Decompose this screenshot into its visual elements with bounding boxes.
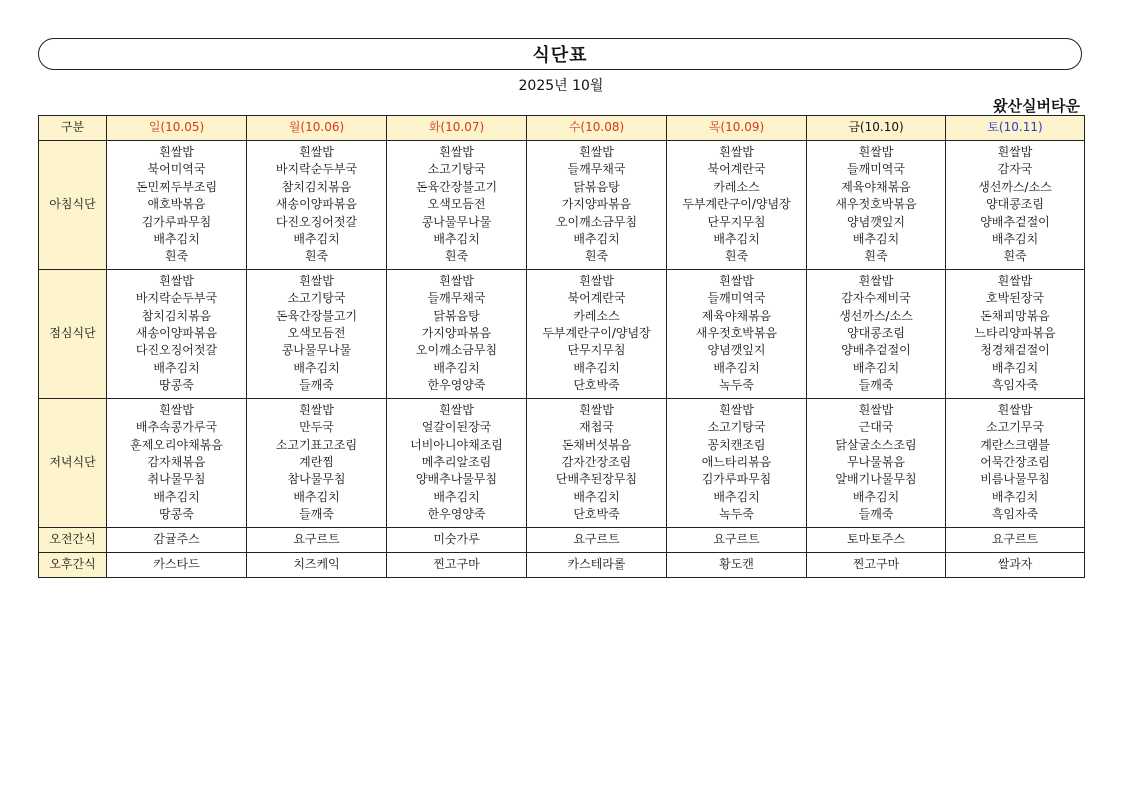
page-subtitle: 2025년 10월 — [518, 78, 604, 94]
meal-cell — [107, 398, 247, 527]
dish-item: 들깨무채국 — [427, 291, 486, 306]
dish-item: 단호박죽 — [573, 378, 620, 393]
dish-item: 배추김치 — [852, 232, 900, 247]
dish-item: 참나물무침 — [287, 472, 346, 487]
dish-item: 취나물무침 — [147, 472, 206, 487]
dish-item: 들깨죽 — [299, 507, 334, 522]
dish-item: 닭살굴소스조림 — [835, 437, 917, 452]
dish-item: 양념깻잎지 — [707, 343, 766, 358]
dish-item: 양념깻잎지 — [847, 214, 905, 229]
meal-cell — [247, 398, 387, 527]
snack-cell: 감귤주스 — [107, 527, 247, 552]
dish-item: 카레소스 — [713, 179, 760, 194]
dish-item: 양대콩조림 — [847, 326, 905, 341]
dish-item: 가지양파볶음 — [421, 326, 492, 341]
meal-cell — [527, 269, 667, 398]
dish-item: 들깨죽 — [858, 378, 894, 393]
dish-item: 배추김치 — [433, 360, 480, 375]
dish-item: 흰쌀밥 — [858, 273, 894, 288]
dish-item: 소고기탕국 — [427, 162, 486, 177]
dish-item: 배추김치 — [573, 489, 620, 504]
dish-item: 단무지무침 — [707, 214, 766, 229]
dish-item: 들깨죽 — [299, 378, 334, 393]
dish-item: 흰쌀밥 — [299, 273, 334, 288]
dish-item: 두부계란구이/양념장 — [682, 197, 791, 212]
dish-item: 소고기탕국 — [287, 291, 346, 306]
dish-item: 비름나물무침 — [980, 472, 1050, 487]
dish-item: 돈채버섯볶음 — [561, 437, 632, 452]
snack-cell: 요구르트 — [527, 527, 667, 552]
dish-item: 감자수제비국 — [841, 291, 911, 306]
dish-item: 돈채피망볶음 — [980, 308, 1050, 323]
snack-row — [39, 527, 1085, 552]
dish-item: 꽁치캔조림 — [707, 437, 766, 452]
dish-item: 계란스크램블 — [980, 437, 1050, 452]
day-header-fri: 금(10.10) — [807, 116, 946, 141]
dish-item: 흰쌀밥 — [159, 273, 194, 288]
meal-cell — [247, 141, 387, 270]
dish-item: 콩나물무나물 — [421, 214, 492, 229]
dish-item: 오색모듬전 — [287, 326, 346, 341]
day-header-wed: 수(10.08) — [527, 116, 667, 141]
dish-item: 흰쌀밥 — [719, 402, 754, 417]
dish-item: 배추김치 — [713, 232, 760, 247]
snack-cell: 찐고구마 — [387, 552, 527, 577]
header-label: 구분 — [39, 116, 107, 141]
dish-item: 단호박죽 — [573, 507, 620, 522]
dish-item: 감자채볶음 — [147, 454, 206, 469]
dish-item: 흰죽 — [444, 249, 469, 264]
dish-item: 흰쌀밥 — [439, 273, 474, 288]
dish-item: 만두국 — [299, 420, 334, 435]
meal-cell — [387, 141, 527, 270]
dish-item: 흰쌀밥 — [858, 145, 894, 159]
snack-cell: 요구르트 — [667, 527, 807, 552]
snack-cell: 쌀과자 — [946, 552, 1085, 577]
dish-item: 애호박볶음 — [147, 197, 206, 212]
dish-item: 양대콩조림 — [986, 197, 1044, 212]
snack-row-label: 오후간식 — [39, 552, 107, 577]
dish-item: 너비아니야채조림 — [410, 437, 503, 452]
dish-item: 들깨죽 — [858, 507, 894, 522]
dish-item: 돈육간장불고기 — [415, 179, 498, 194]
snack-cell: 황도캔 — [667, 552, 807, 577]
dish-item: 양배추겉절이 — [841, 343, 911, 358]
dish-item: 양배추나물무침 — [415, 472, 498, 487]
snack-row-label: 오전간식 — [39, 527, 107, 552]
dish-item: 배추김치 — [713, 360, 760, 375]
dish-item: 흰쌀밥 — [439, 402, 474, 417]
dish-item: 소고기표고조림 — [275, 437, 358, 452]
dish-item: 흰쌀밥 — [997, 273, 1033, 288]
dish-item: 흑임자죽 — [991, 378, 1039, 393]
dish-item: 북어미역국 — [147, 162, 206, 177]
dish-item: 흰죽 — [864, 249, 888, 264]
dish-item: 생선까스/소스 — [839, 308, 913, 323]
dish-item: 배추김치 — [852, 489, 900, 504]
meal-cell — [946, 269, 1085, 398]
dish-item: 감자국 — [997, 162, 1033, 177]
dish-item: 녹두죽 — [719, 378, 754, 393]
dish-item: 배추김치 — [153, 489, 200, 504]
dish-item: 다진오징어젓갈 — [275, 214, 358, 229]
dish-item: 배추김치 — [573, 232, 620, 247]
dish-item: 두부계란구이/양념장 — [542, 326, 651, 341]
snack-cell: 찐고구마 — [807, 552, 946, 577]
dish-item: 배추속콩가루국 — [135, 420, 218, 435]
dish-item: 땅콩죽 — [159, 378, 194, 393]
snack-cell: 요구르트 — [946, 527, 1085, 552]
day-header-tue: 화(10.07) — [387, 116, 527, 141]
dish-item: 양배추겉절이 — [980, 214, 1050, 229]
header-row — [39, 116, 1085, 141]
dish-item: 흰쌀밥 — [299, 402, 334, 417]
meal-row — [39, 269, 1085, 398]
title-box — [38, 38, 1082, 70]
facility-name: 왔산실버타운 — [993, 97, 1080, 115]
dish-item: 단배추된장무침 — [555, 472, 638, 487]
dish-item: 생선까스/소스 — [978, 179, 1052, 194]
dish-item: 배추김치 — [991, 360, 1039, 375]
dish-item: 근대국 — [858, 420, 894, 435]
dish-item: 배추김치 — [573, 360, 620, 375]
dish-item: 흰죽 — [304, 249, 329, 264]
meal-cell — [667, 398, 807, 527]
meal-cell — [527, 141, 667, 270]
dish-item: 들깨무채국 — [567, 162, 626, 177]
dish-item: 감자간장조림 — [561, 454, 632, 469]
dish-item: 흰쌀밥 — [439, 145, 474, 159]
day-header-sat: 토(10.11) — [946, 116, 1085, 141]
snack-cell: 치즈케익 — [247, 552, 387, 577]
dish-item: 느타리양파볶음 — [974, 326, 1056, 341]
dish-item: 배추김치 — [991, 232, 1039, 247]
dish-item: 흰쌀밥 — [299, 145, 334, 159]
dish-item: 흰죽 — [164, 249, 189, 264]
dish-item: 알배기나물무침 — [835, 472, 917, 487]
dish-item: 카레소스 — [573, 308, 620, 323]
dish-item: 훈제오리야채볶음 — [130, 437, 223, 452]
dish-item: 흰쌀밥 — [997, 145, 1033, 159]
dish-item: 흰쌀밥 — [719, 145, 754, 159]
dish-item: 새송이양파볶음 — [275, 197, 358, 212]
day-header-sun: 일(10.05) — [107, 116, 247, 141]
snack-cell: 카스테라롤 — [527, 552, 667, 577]
dish-item: 흰쌀밥 — [579, 145, 614, 159]
dish-item: 오색모듬전 — [427, 197, 486, 212]
meal-cell — [667, 141, 807, 270]
dish-item: 땅콩죽 — [159, 507, 194, 522]
dish-item: 흰쌀밥 — [719, 273, 754, 288]
meal-cell — [107, 269, 247, 398]
dish-item: 흰쌀밥 — [159, 402, 194, 417]
dish-item: 들깨미역국 — [847, 162, 905, 177]
dish-item: 흰죽 — [1003, 249, 1027, 264]
dish-item: 흰쌀밥 — [579, 402, 614, 417]
dish-item: 한우영양죽 — [427, 378, 486, 393]
day-header-mon: 월(10.06) — [247, 116, 387, 141]
dish-item: 바지락순두부국 — [275, 162, 358, 177]
dish-item: 소고기무국 — [986, 420, 1044, 435]
dish-item: 제육야채볶음 — [841, 179, 911, 194]
meal-row-label: 점심식단 — [39, 269, 107, 398]
dish-item: 얼갈이된장국 — [421, 420, 492, 435]
dish-item: 다진오징어젓갈 — [135, 343, 218, 358]
dish-item: 제육야채볶음 — [701, 308, 772, 323]
dish-item: 흰죽 — [724, 249, 749, 264]
dish-item: 배추김치 — [293, 360, 340, 375]
dish-item: 북어계란국 — [567, 291, 626, 306]
meal-cell — [946, 141, 1085, 270]
dish-item: 오이깨소금무침 — [415, 343, 498, 358]
page-title: 식단표 — [532, 45, 588, 66]
meal-cell — [807, 398, 946, 527]
dish-item: 오이깨소금무침 — [555, 214, 638, 229]
meal-cell — [527, 398, 667, 527]
snack-cell: 카스타드 — [107, 552, 247, 577]
dish-item: 새우젓호박볶음 — [835, 197, 917, 212]
dish-item: 배추김치 — [153, 360, 200, 375]
dish-item: 배추김치 — [433, 232, 480, 247]
dish-item: 닭볶음탕 — [433, 308, 480, 323]
meal-cell — [107, 141, 247, 270]
dish-item: 배추김치 — [433, 489, 480, 504]
dish-item: 흰쌀밥 — [159, 145, 194, 159]
dish-item: 호박된장국 — [986, 291, 1044, 306]
snack-cell: 요구르트 — [247, 527, 387, 552]
dish-item: 새우젓호박볶음 — [695, 326, 778, 341]
dish-item: 배추김치 — [991, 489, 1039, 504]
snack-row — [39, 552, 1085, 577]
dish-item: 배추김치 — [713, 489, 760, 504]
dish-item: 바지락순두부국 — [135, 291, 218, 306]
dish-item: 들깨미역국 — [707, 291, 766, 306]
meal-row — [39, 141, 1085, 270]
dish-item: 녹두죽 — [719, 507, 754, 522]
dish-item: 김가루파무침 — [701, 472, 772, 487]
dish-item: 흰쌀밥 — [579, 273, 614, 288]
dish-item: 돈육간장불고기 — [275, 308, 358, 323]
meal-row — [39, 398, 1085, 527]
dish-item: 돈민찌두부조림 — [135, 179, 218, 194]
snack-cell: 미숫가루 — [387, 527, 527, 552]
dish-item: 소고기탕국 — [707, 420, 766, 435]
day-header-thu: 목(10.09) — [667, 116, 807, 141]
meal-cell — [387, 398, 527, 527]
menu-table — [38, 115, 1085, 578]
dish-item: 청경채겉절이 — [980, 343, 1050, 358]
dish-item: 무나물볶음 — [847, 454, 905, 469]
dish-item: 한우영양죽 — [427, 507, 486, 522]
dish-item: 새송이양파볶음 — [135, 326, 218, 341]
dish-item: 흰쌀밥 — [858, 402, 894, 417]
dish-item: 배추김치 — [153, 232, 200, 247]
dish-item: 참치김치볶음 — [281, 179, 352, 194]
dish-item: 어묵간장조림 — [980, 454, 1050, 469]
dish-item: 메추리알조림 — [421, 454, 492, 469]
menu-body — [39, 141, 1085, 578]
meal-cell — [946, 398, 1085, 527]
meal-cell — [247, 269, 387, 398]
dish-item: 흰쌀밥 — [997, 402, 1033, 417]
dish-item: 계란찜 — [299, 454, 334, 469]
snack-cell: 토마토주스 — [807, 527, 946, 552]
dish-item: 콩나물무나물 — [281, 343, 352, 358]
dish-item: 흰죽 — [584, 249, 609, 264]
meal-row-label: 아침식단 — [39, 141, 107, 270]
dish-item: 배추김치 — [852, 360, 900, 375]
meal-cell — [667, 269, 807, 398]
dish-item: 흑임자죽 — [991, 507, 1039, 522]
meal-cell — [807, 141, 946, 270]
dish-item: 배추김치 — [293, 232, 340, 247]
dish-item: 가지양파볶음 — [561, 197, 632, 212]
dish-item: 배추김치 — [293, 489, 340, 504]
dish-item: 애느타리볶음 — [701, 454, 772, 469]
dish-item: 재첩국 — [579, 420, 614, 435]
meal-cell — [387, 269, 527, 398]
dish-item: 닭볶음탕 — [573, 179, 620, 194]
meal-row-label: 저녁식단 — [39, 398, 107, 527]
dish-item: 단무지무침 — [567, 343, 626, 358]
meal-cell — [807, 269, 946, 398]
dish-item: 김가루파무침 — [141, 214, 212, 229]
dish-item: 참치김치볶음 — [141, 308, 212, 323]
dish-item: 북어계란국 — [707, 162, 766, 177]
